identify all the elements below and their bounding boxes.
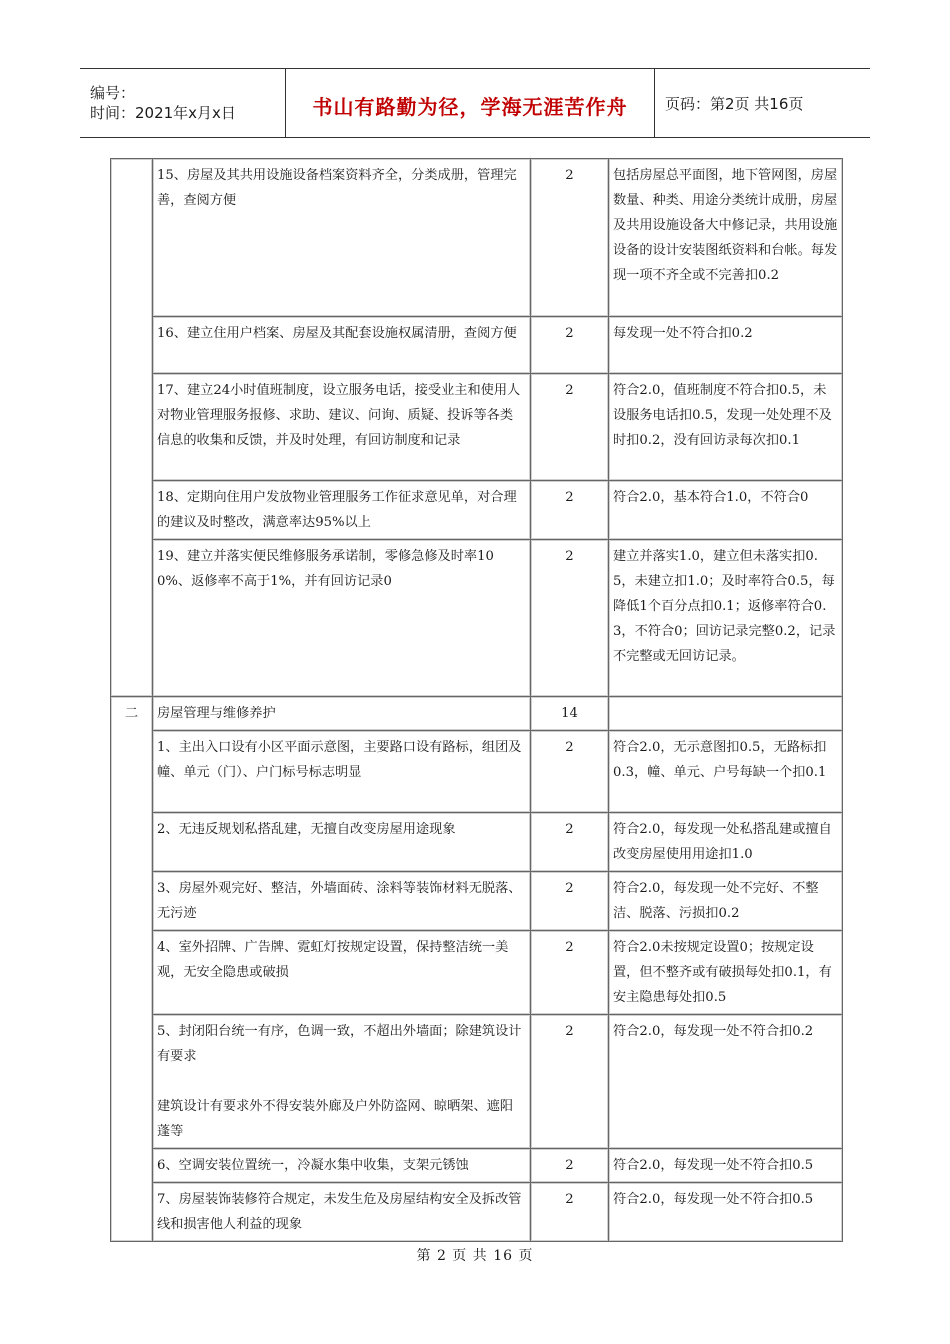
section-title: 房屋管理与维修养护: [153, 697, 531, 731]
section-one-cell: [111, 159, 153, 697]
score-cell: 2: [531, 317, 609, 374]
criteria-text: 符合2.0，每发现一处不符合扣0.5: [609, 1149, 843, 1183]
item-text: 6、空调安装位置统一，冷凝水集中收集，支架元锈蚀: [153, 1149, 531, 1183]
motto-text: 书山有路勤为径，学海无涯苦作舟: [312, 94, 628, 119]
table-row: [111, 1149, 843, 1183]
item-text: 18、定期向住用户发放物业管理服务工作征求意见单，对合理的建议及时整改，满意率达95%以上: [153, 481, 531, 540]
item-text: 16、建立住用户档案、房屋及其配套设施权属清册，查阅方便: [153, 317, 531, 374]
table-row: [111, 159, 843, 317]
score-cell: 2: [531, 731, 609, 813]
table-row: [111, 540, 843, 697]
item-text: 17、建立24小时值班制度，设立服务电话，接受业主和使用人对物业管理服务报修、求助、建议、问询、质疑、投诉等各类信息的收集和反馈，并及时处理，有回访制度和记录: [153, 374, 531, 481]
table-row: [111, 872, 843, 931]
item-text: 3、房屋外观完好、整洁，外墙面砖、涂料等装饰材料无脱落、无污迹: [153, 872, 531, 931]
criteria-text: 符合2.0，每发现一处不完好、不整洁、脱落、污损扣0.2: [609, 872, 843, 931]
criteria-text: 符合2.0，基本符合1.0，不符合0: [609, 481, 843, 540]
section-two-cell: 二: [111, 697, 153, 1242]
criteria-text: 符合2.0，值班制度不符合扣0.5，未设服务电话扣0.5，发现一处处理不及时扣0.2，没有回访录每次扣0.1: [609, 374, 843, 481]
table-row: [111, 731, 843, 813]
header-page-info: [655, 69, 870, 137]
item-text: 15、房屋及其共用设施设备档案资料齐全，分类成册，管理完善，查阅方便: [153, 159, 531, 317]
criteria-empty: [609, 697, 843, 731]
page-footer: 第 2 页 共 16 页: [416, 1248, 534, 1264]
item-text: 4、室外招牌、广告牌、霓虹灯按规定设置，保持整洁统一美观，无安全隐患或破损: [153, 931, 531, 1015]
score-cell: 2: [531, 813, 609, 872]
header-motto-cell: [285, 69, 655, 137]
score-cell: 2: [531, 374, 609, 481]
criteria-text: 包括房屋总平面图，地下管网图，房屋数量、种类、用途分类统计成册，房屋及共用设施设备大中修记录，共用设施设备的设计安装图纸资料和台帐。每发现一项不齐全或不完善扣0.2: [609, 159, 843, 317]
score-cell: 2: [531, 1183, 609, 1242]
table-row: [111, 813, 843, 872]
item-extra: 建筑设计有要求外不得安装外廊及户外防盗网、晾晒架、遮阳蓬等: [157, 1099, 514, 1139]
item-text: [153, 1015, 531, 1149]
evaluation-table: [110, 158, 843, 1242]
score-cell: 2: [531, 481, 609, 540]
score-cell: 2: [531, 540, 609, 697]
criteria-text: 符合2.0未按规定设置0；按规定设置，但不整齐或有破损每处扣0.1，有安主隐患每处扣0.5: [609, 931, 843, 1015]
table-row: [111, 481, 843, 540]
score-cell: 2: [531, 872, 609, 931]
score-cell: 2: [531, 931, 609, 1015]
criteria-text: 建立并落实1.0，建立但未落实扣0.5，未建立扣1.0；及时率符合0.5，每降低1个百分点扣0.1；返修率符合0.3，不符合0；回访记录完整0.2，记录不完整或无回访记录。: [609, 540, 843, 697]
table-row: [111, 1015, 843, 1149]
criteria-text: 符合2.0，无示意图扣0.5，无路标扣0.3，幢、单元、户号每缺一个扣0.1: [609, 731, 843, 813]
page-header: [80, 68, 870, 138]
item-text: 2、无违反规划私搭乱建，无擅自改变房屋用途现象: [153, 813, 531, 872]
table-row: [111, 317, 843, 374]
criteria-text: 符合2.0，每发现一处私搭乱建或擅自改变房屋使用用途扣1.0: [609, 813, 843, 872]
item-text: 1、主出入口设有小区平面示意图，主要路口设有路标，组团及幢、单元（门）、户门标号标志明显: [153, 731, 531, 813]
section-score: 14: [531, 697, 609, 731]
criteria-text: 符合2.0，每发现一处不符合扣0.5: [609, 1183, 843, 1242]
score-cell: 2: [531, 159, 609, 317]
item-text: 19、建立并落实便民维修服务承诺制，零修急修及时率100%、返修率不高于1%，并有回访记录0: [153, 540, 531, 697]
date-line: 时间：2021年x月x日: [90, 104, 236, 122]
item-spacer: [157, 1069, 526, 1094]
item-text: 7、房屋装饰装修符合规定，未发生危及房屋结构安全及拆改管线和损害他人利益的现象: [153, 1183, 531, 1242]
section-header-row: [111, 697, 843, 731]
serial-label: 编号：: [90, 84, 136, 102]
page-info-text: 页码：第2页 共16页: [665, 94, 804, 113]
score-cell: 2: [531, 1015, 609, 1149]
table-row: [111, 374, 843, 481]
header-meta: [80, 69, 285, 137]
table-row: [111, 1183, 843, 1242]
item-main: 5、封闭阳台统一有序，色调一致，不超出外墙面；除建筑设计有要求: [157, 1024, 522, 1064]
score-cell: 2: [531, 1149, 609, 1183]
criteria-text: 符合2.0，每发现一处不符合扣0.2: [609, 1015, 843, 1149]
criteria-text: 每发现一处不符合扣0.2: [609, 317, 843, 374]
table-row: [111, 931, 843, 1015]
